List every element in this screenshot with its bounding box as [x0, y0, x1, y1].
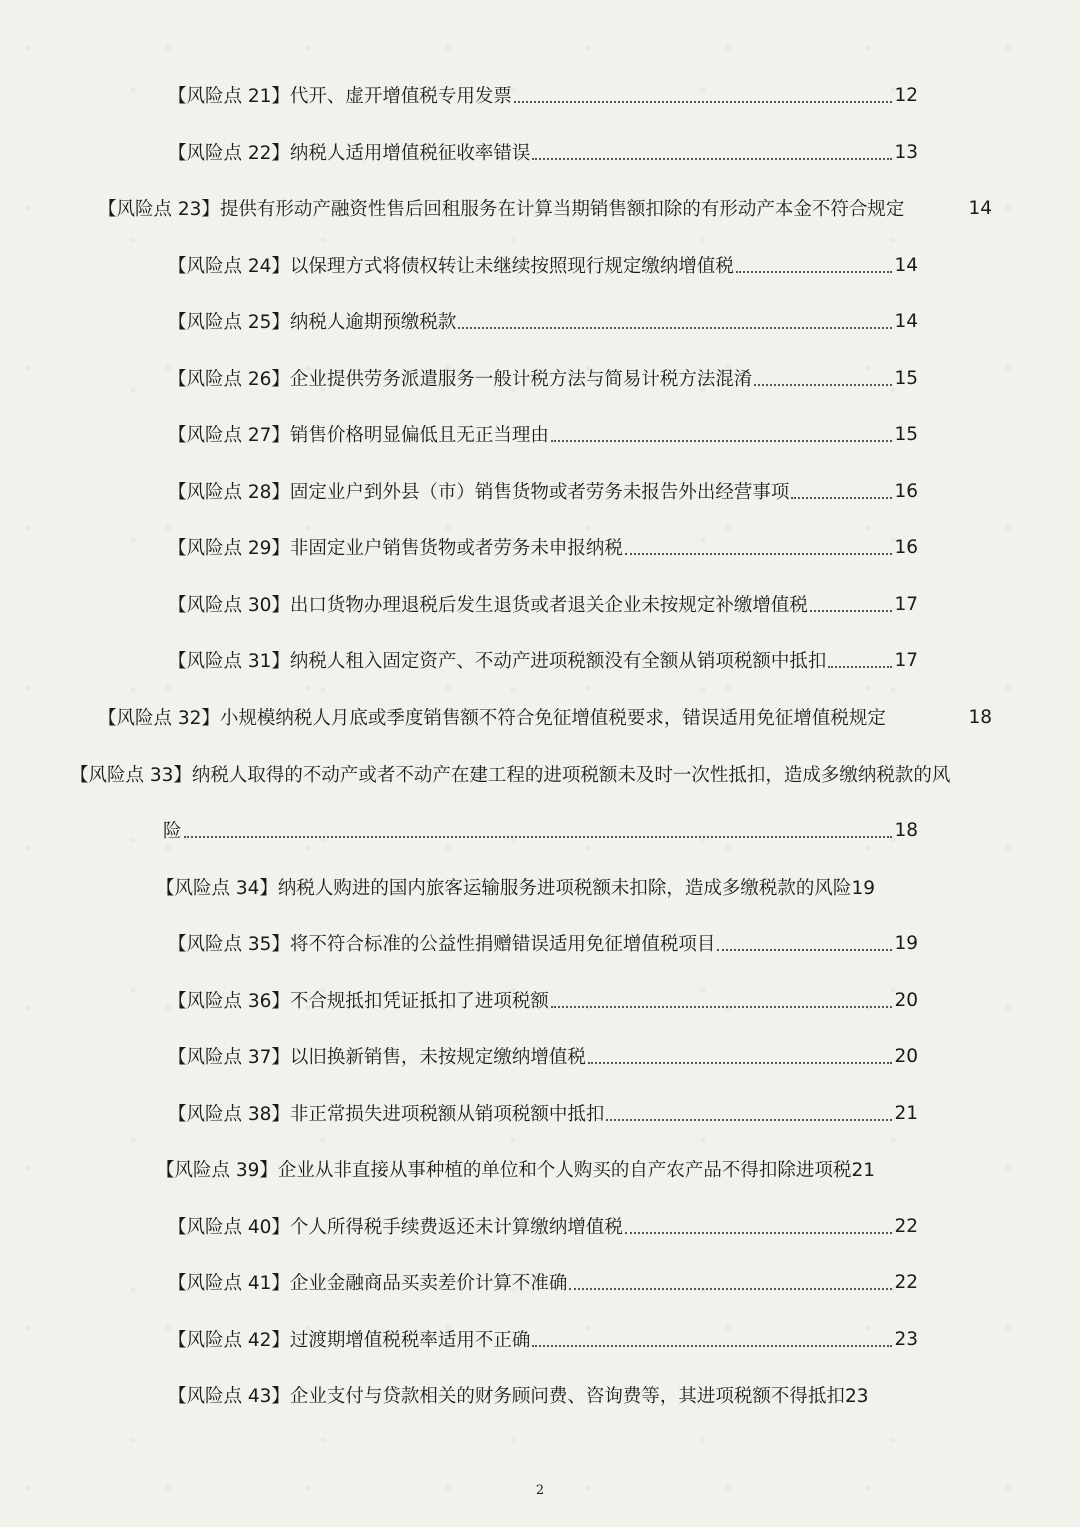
toc-entry-33[interactable]: 【风险点 33】纳税人取得的不动产或者不动产在建工程的进项税额未及时一次性抵扣，造成多缴纳税款的风: [70, 765, 951, 786]
toc-entry-25[interactable]: 【风险点 25】纳税人逾期预缴税款 14: [168, 310, 918, 333]
dot-leader: [184, 835, 893, 838]
toc-page-number: 15: [894, 423, 918, 445]
toc-page-number: 13: [894, 141, 918, 163]
dot-leader: [810, 609, 893, 612]
page-number: 2: [535, 1483, 545, 1498]
toc-page-number: 18: [968, 706, 992, 728]
toc-page-number: 21: [894, 1102, 918, 1124]
toc-entry-43[interactable]: 【风险点 43】企业支付与贷款相关的财务顾问费、咨询费等，其进项税额不得抵扣23: [168, 1386, 869, 1407]
toc-entry-42[interactable]: 【风险点 42】过渡期增值税税率适用不正确 23: [168, 1328, 918, 1351]
toc-entry-22[interactable]: 【风险点 22】纳税人适用增值税征收率错误 13: [168, 141, 918, 164]
toc-page-number: 16: [894, 536, 918, 558]
toc-entry-41[interactable]: 【风险点 41】企业金融商品买卖差价计算不准确 22: [168, 1271, 918, 1294]
toc-page-number: 14: [968, 197, 992, 219]
toc-entry-27[interactable]: 【风险点 27】销售价格明显偏低且无正当理由 15: [168, 423, 918, 446]
toc-entry-31[interactable]: 【风险点 31】纳税人租入固定资产、不动产进项税额没有全额从销项税额中抵扣 17: [168, 649, 918, 672]
dot-leader: [588, 1061, 893, 1064]
toc-entry-26[interactable]: 【风险点 26】企业提供劳务派遣服务一般计税方法与简易计税方法混淆 15: [168, 367, 918, 390]
toc-entry-23[interactable]: 【风险点 23】提供有形动产融资性售后回租服务在计算当期销售额扣除的有形动产本金不符合规定 14: [98, 197, 992, 220]
toc-entry-33-continued[interactable]: 险 18: [163, 819, 918, 842]
dot-leader: [458, 326, 892, 329]
dot-leader: [625, 552, 893, 555]
toc-page-number: 18: [894, 819, 918, 841]
toc-entry-40[interactable]: 【风险点 40】个人所得税手续费返还未计算缴纳增值税 22: [168, 1215, 918, 1238]
toc-page-number: 17: [894, 593, 918, 615]
toc-entry-29[interactable]: 【风险点 29】非固定业户销售货物或者劳务未申报纳税 16: [168, 536, 918, 559]
dot-leader: [736, 270, 893, 273]
dot-leader: [606, 1118, 892, 1121]
dot-leader: [532, 157, 892, 160]
dot-leader: [532, 1344, 892, 1347]
toc-entry-32[interactable]: 【风险点 32】小规模纳税人月底或季度销售额不符合免征增值税要求，错误适用免征增值税规定 18: [98, 706, 992, 729]
toc-entry-39[interactable]: 【风险点 39】企业从非直接从事种植的单位和个人购买的自产农产品不得扣除进项税21: [156, 1160, 875, 1181]
toc-page-number: 19: [894, 932, 918, 954]
dot-leader: [569, 1287, 892, 1290]
toc-entry-21[interactable]: 【风险点 21】代开、虚开增值税专用发票 12: [168, 84, 918, 107]
toc-page-number: 23: [894, 1328, 918, 1350]
dot-leader: [828, 665, 892, 668]
toc-page-number: 15: [894, 367, 918, 389]
toc-entry-36[interactable]: 【风险点 36】不合规抵扣凭证抵扣了进项税额 20: [168, 989, 918, 1012]
toc-entry-34[interactable]: 【风险点 34】纳税人购进的国内旅客运输服务进项税额未扣除，造成多缴税款的风险19: [156, 878, 875, 899]
dot-leader: [717, 948, 892, 951]
dot-leader: [754, 383, 892, 386]
toc-page-number: 14: [894, 254, 918, 276]
dot-leader: [791, 496, 892, 499]
toc-page-number: 22: [894, 1215, 918, 1237]
dot-leader: [551, 439, 893, 442]
toc-page-number: 16: [894, 480, 918, 502]
dot-leader: [551, 1005, 893, 1008]
toc-page-number: 14: [894, 310, 918, 332]
toc-entry-35[interactable]: 【风险点 35】将不符合标准的公益性捐赠错误适用免征增值税项目 19: [168, 932, 918, 955]
toc-page-number: 12: [894, 84, 918, 106]
toc-page-number: 22: [894, 1271, 918, 1293]
toc-entry-38[interactable]: 【风险点 38】非正常损失进项税额从销项税额中抵扣 21: [168, 1102, 918, 1125]
toc-page-number: 20: [894, 1045, 918, 1067]
toc-entry-24[interactable]: 【风险点 24】以保理方式将债权转让未继续按照现行规定缴纳增值税 14: [168, 254, 918, 277]
toc-page-number: 20: [894, 989, 918, 1011]
toc-entry-37[interactable]: 【风险点 37】以旧换新销售，未按规定缴纳增值税 20: [168, 1045, 918, 1068]
toc-entry-28[interactable]: 【风险点 28】固定业户到外县（市）销售货物或者劳务未报告外出经营事项 16: [168, 480, 918, 503]
toc-page-number: 17: [894, 649, 918, 671]
toc-entry-30[interactable]: 【风险点 30】出口货物办理退税后发生退货或者退关企业未按规定补缴增值税 17: [168, 593, 918, 616]
dot-leader: [625, 1231, 893, 1234]
dot-leader: [514, 100, 893, 103]
